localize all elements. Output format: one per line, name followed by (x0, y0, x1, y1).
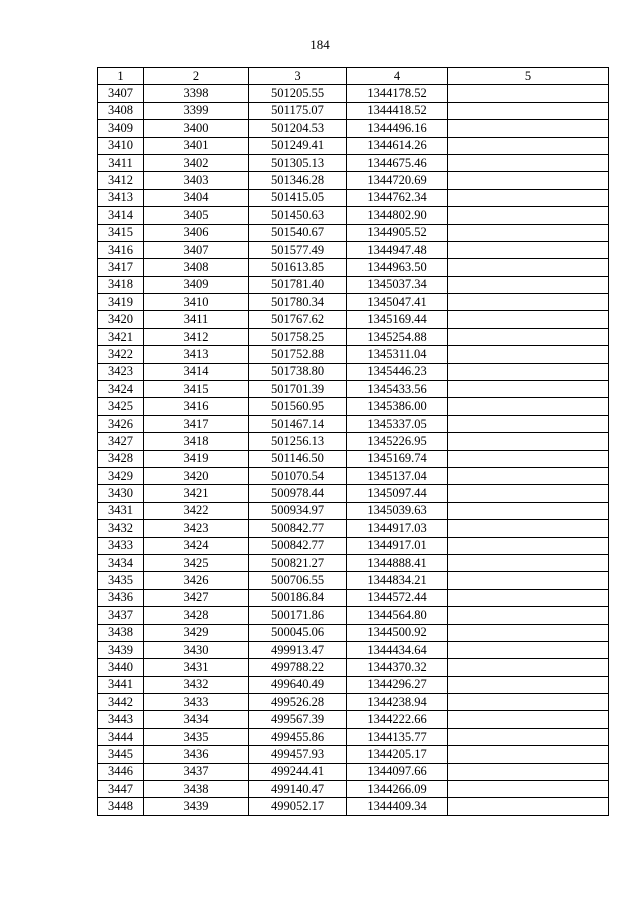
cell-row-number: 3440 (98, 659, 144, 676)
column-header-2: 2 (144, 68, 249, 85)
cell-note (448, 641, 609, 658)
cell-note (448, 433, 609, 450)
table-row (98, 659, 609, 676)
cell-coordinate-x: 500842.77 (249, 537, 347, 554)
cell-coordinate-y: 1345226.95 (347, 433, 448, 450)
cell-note (448, 189, 609, 206)
cell-row-number: 3415 (98, 224, 144, 241)
cell-point-number: 3400 (144, 120, 249, 137)
cell-point-number: 3421 (144, 485, 249, 502)
cell-point-number: 3431 (144, 659, 249, 676)
cell-coordinate-x: 501146.50 (249, 450, 347, 467)
cell-row-number: 3445 (98, 746, 144, 763)
cell-point-number: 3423 (144, 520, 249, 537)
cell-coordinate-y: 1344409.34 (347, 798, 448, 815)
table-header-row (98, 68, 609, 85)
cell-row-number: 3442 (98, 694, 144, 711)
cell-coordinate-x: 499913.47 (249, 641, 347, 658)
cell-coordinate-y: 1345169.74 (347, 450, 448, 467)
cell-coordinate-x: 499640.49 (249, 676, 347, 693)
cell-note (448, 415, 609, 432)
cell-coordinate-y: 1344238.94 (347, 694, 448, 711)
table-row (98, 363, 609, 380)
cell-coordinate-x: 501204.53 (249, 120, 347, 137)
cell-coordinate-x: 501613.85 (249, 259, 347, 276)
table-row (98, 415, 609, 432)
cell-note (448, 450, 609, 467)
cell-row-number: 3433 (98, 537, 144, 554)
cell-point-number: 3398 (144, 85, 249, 102)
cell-note (448, 589, 609, 606)
cell-row-number: 3431 (98, 502, 144, 519)
table-row (98, 589, 609, 606)
table-row (98, 746, 609, 763)
cell-point-number: 3416 (144, 398, 249, 415)
cell-point-number: 3419 (144, 450, 249, 467)
cell-coordinate-y: 1344496.16 (347, 120, 448, 137)
cell-coordinate-x: 499052.17 (249, 798, 347, 815)
cell-point-number: 3403 (144, 172, 249, 189)
table-row (98, 711, 609, 728)
cell-coordinate-y: 1344097.66 (347, 763, 448, 780)
cell-note (448, 154, 609, 171)
cell-row-number: 3417 (98, 259, 144, 276)
table-row (98, 276, 609, 293)
cell-coordinate-y: 1345254.88 (347, 328, 448, 345)
cell-note (448, 85, 609, 102)
cell-row-number: 3410 (98, 137, 144, 154)
cell-point-number: 3429 (144, 624, 249, 641)
table-row (98, 259, 609, 276)
cell-note (448, 120, 609, 137)
cell-note (448, 728, 609, 745)
cell-note (448, 241, 609, 258)
cell-coordinate-x: 501752.88 (249, 346, 347, 363)
cell-coordinate-y: 1345137.04 (347, 467, 448, 484)
cell-point-number: 3434 (144, 711, 249, 728)
cell-coordinate-y: 1344222.66 (347, 711, 448, 728)
cell-coordinate-y: 1344963.50 (347, 259, 448, 276)
cell-note (448, 798, 609, 815)
cell-coordinate-x: 500186.84 (249, 589, 347, 606)
cell-coordinate-y: 1344205.17 (347, 746, 448, 763)
cell-row-number: 3420 (98, 311, 144, 328)
cell-coordinate-x: 499567.39 (249, 711, 347, 728)
table-row (98, 502, 609, 519)
cell-point-number: 3410 (144, 294, 249, 311)
table-row (98, 554, 609, 571)
table-row (98, 381, 609, 398)
cell-row-number: 3430 (98, 485, 144, 502)
cell-point-number: 3415 (144, 381, 249, 398)
cell-note (448, 381, 609, 398)
cell-point-number: 3418 (144, 433, 249, 450)
column-header-5: 5 (448, 68, 609, 85)
cell-point-number: 3428 (144, 607, 249, 624)
cell-note (448, 172, 609, 189)
cell-point-number: 3404 (144, 189, 249, 206)
table-row (98, 485, 609, 502)
table-row (98, 572, 609, 589)
cell-coordinate-y: 1344947.48 (347, 241, 448, 258)
cell-note (448, 607, 609, 624)
table-row (98, 241, 609, 258)
cell-coordinate-y: 1344178.52 (347, 85, 448, 102)
cell-coordinate-x: 500706.55 (249, 572, 347, 589)
cell-point-number: 3422 (144, 502, 249, 519)
cell-row-number: 3412 (98, 172, 144, 189)
table-body (98, 85, 609, 815)
cell-note (448, 363, 609, 380)
cell-note (448, 746, 609, 763)
cell-coordinate-x: 501467.14 (249, 415, 347, 432)
cell-note (448, 259, 609, 276)
cell-point-number: 3435 (144, 728, 249, 745)
cell-point-number: 3412 (144, 328, 249, 345)
cell-row-number: 3422 (98, 346, 144, 363)
cell-coordinate-y: 1344834.21 (347, 572, 448, 589)
cell-coordinate-x: 501415.05 (249, 189, 347, 206)
table-row (98, 641, 609, 658)
cell-coordinate-y: 1344917.01 (347, 537, 448, 554)
table-row (98, 450, 609, 467)
table-row (98, 728, 609, 745)
cell-coordinate-y: 1344720.69 (347, 172, 448, 189)
column-header-4: 4 (347, 68, 448, 85)
cell-point-number: 3402 (144, 154, 249, 171)
cell-point-number: 3425 (144, 554, 249, 571)
cell-coordinate-y: 1344500.92 (347, 624, 448, 641)
table-row (98, 798, 609, 815)
cell-note (448, 781, 609, 798)
cell-coordinate-y: 1345433.56 (347, 381, 448, 398)
cell-coordinate-x: 501758.25 (249, 328, 347, 345)
cell-coordinate-x: 501577.49 (249, 241, 347, 258)
table-row (98, 172, 609, 189)
cell-coordinate-x: 501256.13 (249, 433, 347, 450)
cell-point-number: 3407 (144, 241, 249, 258)
cell-row-number: 3408 (98, 102, 144, 119)
cell-coordinate-y: 1344888.41 (347, 554, 448, 571)
cell-coordinate-y: 1344917.03 (347, 520, 448, 537)
cell-row-number: 3429 (98, 467, 144, 484)
cell-point-number: 3414 (144, 363, 249, 380)
cell-coordinate-x: 501767.62 (249, 311, 347, 328)
cell-coordinate-x: 501305.13 (249, 154, 347, 171)
cell-coordinate-y: 1345039.63 (347, 502, 448, 519)
cell-note (448, 294, 609, 311)
cell-row-number: 3423 (98, 363, 144, 380)
cell-point-number: 3433 (144, 694, 249, 711)
table-row (98, 85, 609, 102)
table-row (98, 433, 609, 450)
cell-coordinate-y: 1345047.41 (347, 294, 448, 311)
table-row (98, 398, 609, 415)
column-header-3: 3 (249, 68, 347, 85)
cell-note (448, 467, 609, 484)
cell-coordinate-x: 500171.86 (249, 607, 347, 624)
cell-coordinate-x: 501780.34 (249, 294, 347, 311)
cell-point-number: 3439 (144, 798, 249, 815)
cell-point-number: 3413 (144, 346, 249, 363)
cell-row-number: 3446 (98, 763, 144, 780)
cell-row-number: 3432 (98, 520, 144, 537)
cell-point-number: 3411 (144, 311, 249, 328)
cell-point-number: 3409 (144, 276, 249, 293)
cell-coordinate-x: 499457.93 (249, 746, 347, 763)
table-row (98, 676, 609, 693)
cell-coordinate-y: 1344296.27 (347, 676, 448, 693)
cell-note (448, 520, 609, 537)
cell-row-number: 3448 (98, 798, 144, 815)
cell-coordinate-x: 501249.41 (249, 137, 347, 154)
cell-row-number: 3428 (98, 450, 144, 467)
cell-row-number: 3419 (98, 294, 144, 311)
cell-point-number: 3417 (144, 415, 249, 432)
cell-note (448, 763, 609, 780)
cell-point-number: 3430 (144, 641, 249, 658)
cell-note (448, 346, 609, 363)
cell-coordinate-y: 1345311.04 (347, 346, 448, 363)
cell-note (448, 694, 609, 711)
cell-note (448, 554, 609, 571)
cell-point-number: 3405 (144, 207, 249, 224)
cell-row-number: 3427 (98, 433, 144, 450)
cell-point-number: 3438 (144, 781, 249, 798)
cell-coordinate-x: 499244.41 (249, 763, 347, 780)
cell-coordinate-y: 1344266.09 (347, 781, 448, 798)
cell-coordinate-x: 501540.67 (249, 224, 347, 241)
cell-coordinate-x: 499140.47 (249, 781, 347, 798)
page-number: 184 (310, 37, 330, 52)
cell-note (448, 311, 609, 328)
cell-note (448, 398, 609, 415)
cell-coordinate-y: 1344762.34 (347, 189, 448, 206)
cell-point-number: 3424 (144, 537, 249, 554)
cell-coordinate-x: 501560.95 (249, 398, 347, 415)
cell-row-number: 3425 (98, 398, 144, 415)
cell-coordinate-y: 1344434.64 (347, 641, 448, 658)
cell-note (448, 572, 609, 589)
table-row (98, 520, 609, 537)
cell-coordinate-x: 499788.22 (249, 659, 347, 676)
table-row (98, 467, 609, 484)
table-row (98, 102, 609, 119)
cell-coordinate-x: 499526.28 (249, 694, 347, 711)
cell-coordinate-x: 501175.07 (249, 102, 347, 119)
cell-note (448, 502, 609, 519)
table-row (98, 624, 609, 641)
cell-row-number: 3416 (98, 241, 144, 258)
table-row (98, 154, 609, 171)
cell-point-number: 3406 (144, 224, 249, 241)
cell-coordinate-y: 1344802.90 (347, 207, 448, 224)
cell-row-number: 3421 (98, 328, 144, 345)
coordinates-table (97, 67, 609, 816)
table-row (98, 346, 609, 363)
cell-note (448, 328, 609, 345)
cell-coordinate-y: 1344370.32 (347, 659, 448, 676)
cell-coordinate-x: 501701.39 (249, 381, 347, 398)
cell-point-number: 3399 (144, 102, 249, 119)
cell-coordinate-y: 1344905.52 (347, 224, 448, 241)
table-row (98, 294, 609, 311)
cell-note (448, 624, 609, 641)
cell-note (448, 711, 609, 728)
cell-coordinate-x: 499455.86 (249, 728, 347, 745)
cell-coordinate-x: 500934.97 (249, 502, 347, 519)
cell-coordinate-y: 1344418.52 (347, 102, 448, 119)
cell-point-number: 3426 (144, 572, 249, 589)
cell-point-number: 3437 (144, 763, 249, 780)
cell-coordinate-x: 500821.27 (249, 554, 347, 571)
cell-row-number: 3444 (98, 728, 144, 745)
cell-note (448, 137, 609, 154)
cell-row-number: 3441 (98, 676, 144, 693)
cell-coordinate-y: 1344572.44 (347, 589, 448, 606)
cell-coordinate-x: 501781.40 (249, 276, 347, 293)
cell-row-number: 3447 (98, 781, 144, 798)
cell-row-number: 3438 (98, 624, 144, 641)
cell-row-number: 3443 (98, 711, 144, 728)
cell-coordinate-y: 1345337.05 (347, 415, 448, 432)
cell-note (448, 485, 609, 502)
cell-coordinate-y: 1344614.26 (347, 137, 448, 154)
table-row (98, 694, 609, 711)
table-row (98, 537, 609, 554)
cell-note (448, 659, 609, 676)
cell-row-number: 3409 (98, 120, 144, 137)
cell-note (448, 102, 609, 119)
cell-row-number: 3407 (98, 85, 144, 102)
cell-coordinate-x: 501450.63 (249, 207, 347, 224)
cell-coordinate-x: 500978.44 (249, 485, 347, 502)
cell-row-number: 3413 (98, 189, 144, 206)
table-row (98, 120, 609, 137)
cell-coordinate-y: 1345097.44 (347, 485, 448, 502)
cell-row-number: 3411 (98, 154, 144, 171)
cell-row-number: 3418 (98, 276, 144, 293)
cell-point-number: 3427 (144, 589, 249, 606)
cell-coordinate-y: 1344564.80 (347, 607, 448, 624)
cell-row-number: 3439 (98, 641, 144, 658)
cell-note (448, 276, 609, 293)
cell-row-number: 3436 (98, 589, 144, 606)
table-row (98, 137, 609, 154)
cell-coordinate-y: 1345446.23 (347, 363, 448, 380)
table-row (98, 311, 609, 328)
cell-row-number: 3437 (98, 607, 144, 624)
cell-point-number: 3432 (144, 676, 249, 693)
cell-note (448, 537, 609, 554)
cell-note (448, 224, 609, 241)
column-header-1: 1 (98, 68, 144, 85)
cell-coordinate-x: 500045.06 (249, 624, 347, 641)
table-row (98, 328, 609, 345)
cell-point-number: 3408 (144, 259, 249, 276)
cell-row-number: 3435 (98, 572, 144, 589)
cell-point-number: 3436 (144, 746, 249, 763)
table-row (98, 781, 609, 798)
cell-note (448, 676, 609, 693)
cell-coordinate-y: 1344675.46 (347, 154, 448, 171)
cell-coordinate-x: 501738.80 (249, 363, 347, 380)
cell-note (448, 207, 609, 224)
cell-coordinate-y: 1345037.34 (347, 276, 448, 293)
cell-point-number: 3401 (144, 137, 249, 154)
cell-coordinate-y: 1344135.77 (347, 728, 448, 745)
table-row (98, 189, 609, 206)
cell-row-number: 3426 (98, 415, 144, 432)
table-row (98, 763, 609, 780)
cell-coordinate-x: 501205.55 (249, 85, 347, 102)
cell-point-number: 3420 (144, 467, 249, 484)
cell-row-number: 3434 (98, 554, 144, 571)
cell-coordinate-x: 501070.54 (249, 467, 347, 484)
cell-row-number: 3414 (98, 207, 144, 224)
cell-coordinate-y: 1345169.44 (347, 311, 448, 328)
cell-row-number: 3424 (98, 381, 144, 398)
table-row (98, 607, 609, 624)
table-row (98, 224, 609, 241)
cell-coordinate-x: 501346.28 (249, 172, 347, 189)
table-row (98, 207, 609, 224)
cell-coordinate-x: 500842.77 (249, 520, 347, 537)
cell-coordinate-y: 1345386.00 (347, 398, 448, 415)
